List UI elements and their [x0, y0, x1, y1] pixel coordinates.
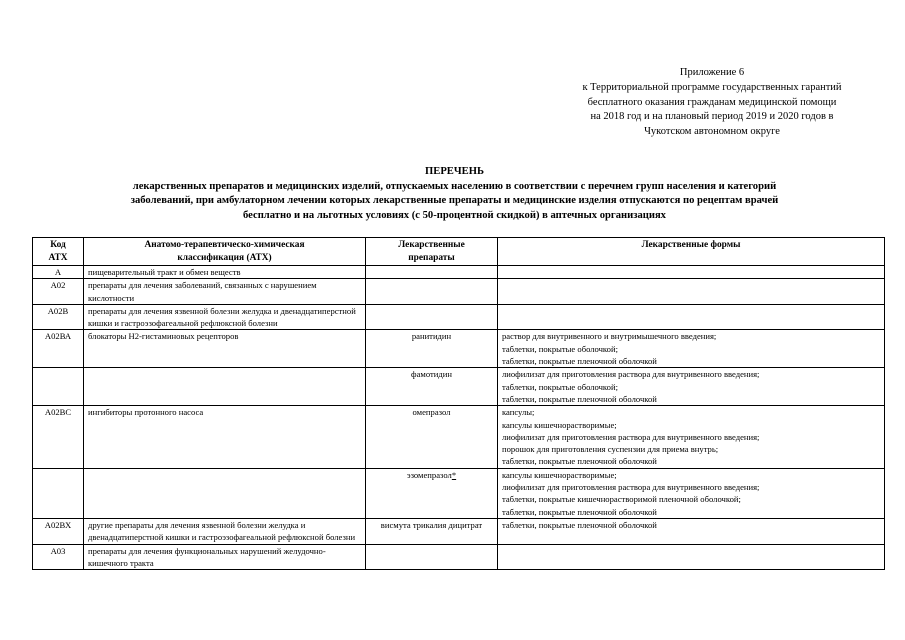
dosage-form-line: таблетки, покрытые пленочной оболочкой	[502, 356, 657, 367]
atc-code-cell	[33, 368, 84, 406]
atc-classification-cell	[84, 368, 366, 406]
drug-footnote-mark[interactable]: *	[451, 469, 457, 480]
drug-name-cell	[366, 518, 498, 544]
header-code-line: АТХ	[48, 252, 68, 263]
dosage-form-line: таблетки, покрытые кишечнорастворимой пленочной оболочкой;	[502, 494, 741, 505]
drug-list-table	[32, 237, 885, 570]
atc-classification-cell: ингибиторы протонного насоса	[84, 406, 366, 468]
atc-code-cell: А03	[33, 544, 84, 570]
document-title	[12, 165, 897, 223]
atc-classification-cell: препараты для лечения заболеваний, связанных с нарушением кислотности	[84, 279, 366, 305]
drug-name-cell	[366, 544, 498, 570]
title-line: бесплатно и на льготных условиях (с 50-процентной скидкой) в аптечных организациях	[243, 209, 666, 221]
atc-code-cell: А02В	[33, 304, 84, 330]
drug-name-cell	[366, 368, 498, 406]
dosage-form-line: порошок для приготовления суспензии для приема внутрь;	[502, 444, 719, 455]
drug-name-cell	[366, 330, 498, 368]
drug-name-cell	[366, 304, 498, 330]
title-line: лекарственных препаратов и медицинских изделий, отпускаемых населению в соответствии с перечнем групп населения и категорий	[132, 180, 777, 192]
atc-classification-cell	[84, 468, 366, 518]
dosage-form-line: таблетки, покрытые оболочкой;	[502, 381, 618, 392]
table-row	[33, 368, 885, 406]
header-classification-line: классификация (АТХ)	[177, 252, 272, 263]
dosage-form-line: лиофилизат для приготовления раствора для внутривенного введения;	[502, 482, 760, 493]
drug-name: фамотидин	[411, 369, 452, 380]
table-row	[33, 330, 885, 368]
drug-name: висмута трикалия дицитрат	[380, 519, 483, 530]
drug-name-cell	[366, 468, 498, 518]
atc-classification-cell: препараты для лечения язвенной болезни желудка и двенадцатиперстной кишки и гастроэзофагеальной рефлюксной болезни	[84, 304, 366, 330]
atc-code-cell: А02	[33, 279, 84, 305]
header-drugs	[366, 238, 498, 266]
dosage-form-line: раствор для внутривенного и внутримышечного введения;	[502, 331, 717, 342]
header-code	[33, 238, 84, 266]
dosage-forms-cell	[498, 518, 885, 544]
dosage-forms-cell	[498, 406, 885, 468]
header-drugs-line: препараты	[408, 252, 455, 263]
atc-code-cell: А02ВС	[33, 406, 84, 468]
appendix-note	[530, 66, 894, 140]
appendix-line: Чукотском автономном округе	[644, 126, 780, 138]
dosage-form-line: лиофилизат для приготовления раствора для внутривенного введения;	[502, 369, 760, 380]
atc-classification-cell: пищеварительный тракт и обмен веществ	[84, 266, 366, 279]
appendix-line: к Территориальной программе государственных гарантий	[582, 81, 842, 93]
header-drugs-line: Лекарственные	[398, 240, 465, 250]
drug-name-cell	[366, 406, 498, 468]
dosage-form-line: таблетки, покрытые пленочной оболочкой	[502, 456, 657, 467]
table-header-row	[33, 238, 885, 266]
dosage-form-line: таблетки, покрытые пленочной оболочкой	[502, 393, 657, 404]
dosage-form-line: капсулы;	[502, 407, 535, 418]
table-row	[33, 304, 885, 330]
table-row	[33, 279, 885, 305]
atc-code-cell: А02ВХ	[33, 518, 84, 544]
dosage-forms-cell	[498, 266, 885, 279]
dosage-form-line: таблетки, покрытые оболочкой;	[502, 343, 618, 354]
atc-code-cell	[33, 468, 84, 518]
atc-code-cell: А02ВА	[33, 330, 84, 368]
table-row	[33, 266, 885, 279]
table-row	[33, 518, 885, 544]
table-row	[33, 468, 885, 518]
dosage-form-line: таблетки, покрытые пленочной оболочкой	[502, 519, 657, 530]
table-row	[33, 544, 885, 570]
header-code-line: Код	[50, 240, 66, 250]
dosage-form-line: лиофилизат для приготовления раствора для внутривенного введения;	[502, 431, 760, 442]
drug-name: омепразол	[412, 407, 451, 418]
dosage-form-line: таблетки, покрытые пленочной оболочкой	[502, 506, 657, 517]
drug-name: эзомепразол	[406, 469, 452, 480]
title-line: заболеваний, при амбулаторном лечении которых лекарственные препараты и медицинские изделия отпускаются по рецептам врачей	[130, 195, 779, 207]
drug-name-cell	[366, 266, 498, 279]
appendix-line: Приложение 6	[679, 67, 745, 78]
table-row	[33, 406, 885, 468]
dosage-forms-cell	[498, 330, 885, 368]
dosage-forms-cell	[498, 368, 885, 406]
drug-name-cell	[366, 279, 498, 305]
header-forms: Лекарственные формы	[498, 238, 885, 266]
dosage-form-line: капсулы кишечнорастворимые;	[502, 469, 617, 480]
drug-name: ранитидин	[411, 331, 452, 342]
appendix-line: на 2018 год и на плановый период 2019 и 2020 годов в	[590, 111, 834, 123]
appendix-line: бесплатного оказания гражданам медицинской помощи	[587, 96, 837, 108]
atc-code-cell: А	[33, 266, 84, 279]
dosage-forms-cell	[498, 544, 885, 570]
dosage-forms-cell	[498, 468, 885, 518]
atc-classification-cell: другие препараты для лечения язвенной болезни желудка и двенадцатиперстной кишки и гастроэзофагеальной рефлюксной болезни	[84, 518, 366, 544]
header-classification	[84, 238, 366, 266]
atc-classification-cell: блокаторы Н2-гистаминовых рецепторов	[84, 330, 366, 368]
dosage-forms-cell	[498, 304, 885, 330]
dosage-forms-cell	[498, 279, 885, 305]
header-classification-line: Анатомо-терапевтическо-химическая	[144, 240, 305, 250]
atc-classification-cell: препараты для лечения функциональных нарушений желудочно-кишечного тракта	[84, 544, 366, 570]
title-heading: ПЕРЕЧЕНЬ	[425, 166, 484, 177]
dosage-form-line: капсулы кишечнорастворимые;	[502, 419, 617, 430]
